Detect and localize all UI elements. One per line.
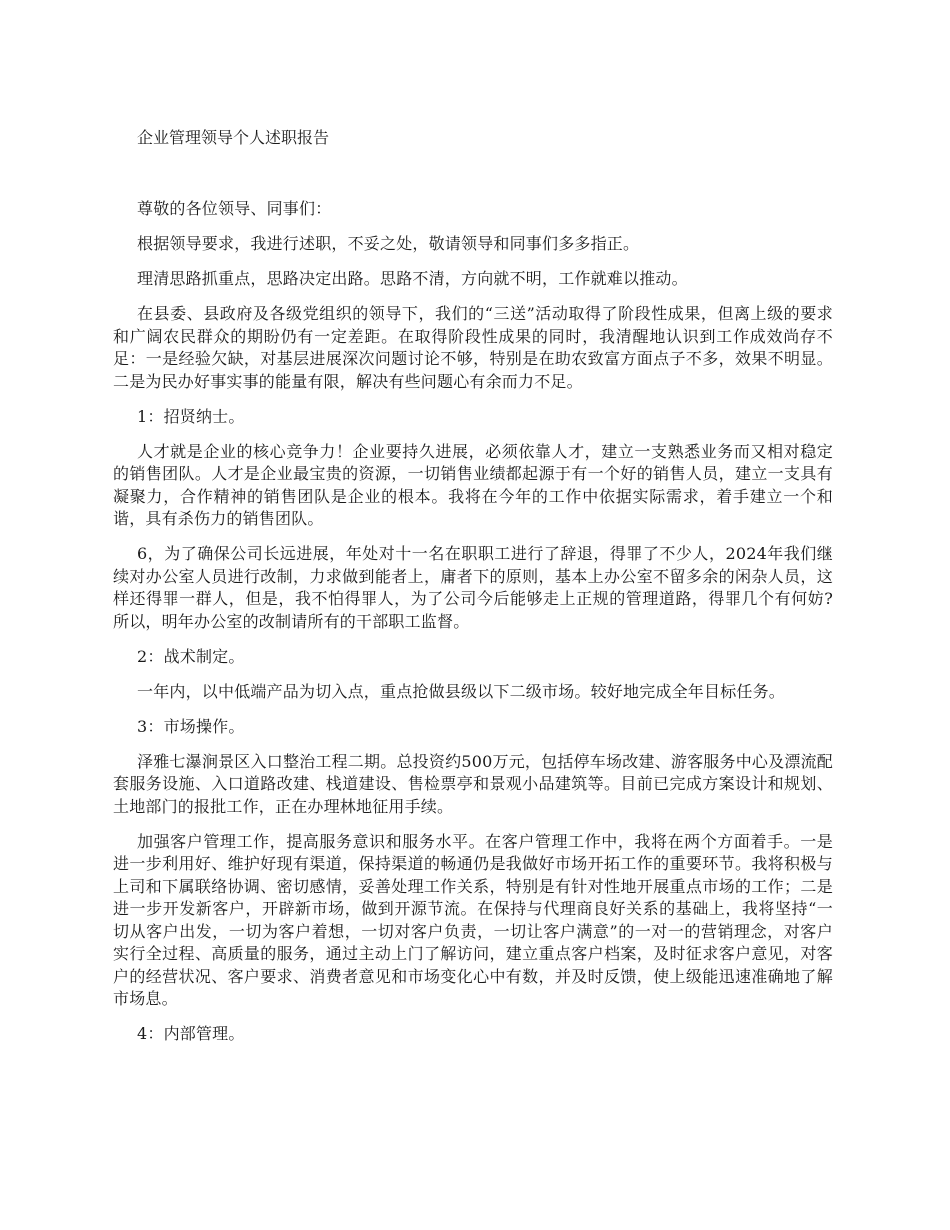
section-heading-3: 3：市场操作。 (137, 716, 245, 736)
paragraph-tactics: 一年内，以中低端产品为切入点，重点抢做县级以下二级市场。较好地完成全年目标任务。 (137, 681, 786, 701)
paragraph-achievements: 在县委、县政府及各级党组织的领导下，我们的“三送”活动取得了阶段性成果，但离上级的要求和广阔农民群众的期盼仍有一定差距。在取得阶段性成果的同时，我清醒地认识到工作成效尚存不足：一是经验欠缺，对基层进展深次问题讨论不够，特别是在助农致富方面点子不多，效果不明显。二是为民办好事实事的能量有限，解决有些问题心有余而力不足。 (113, 304, 833, 391)
section-heading-1: 1：招贤纳士。 (137, 406, 245, 426)
section-heading-4: 4：内部管理。 (137, 1024, 245, 1043)
document-title: 企业管理领导个人述职报告 (137, 128, 330, 147)
paragraph-customer-management: 加强客户管理工作，提高服务意识和服务水平。在客户管理工作中，我将在两个方面着手。一是进一步利用好、维护好现有渠道，保持渠道的畅通仍是我做好市场开拓工作的重要环节。我将积极与上司和下属联络协调、密切感情，妥善处理工作关系，特别是有针对性地开展重点市场的工作；二是进一步开发新客户，开辟新市场，做到开源节流。在保持与代理商良好关系的基础上，我将坚持“一切从客户出发，一切为客户着想，一切对客户负责，一切让客户满意”的一对一的营销理念，对客户实行全过程、高质量的服务，通过主动上门了解访问，建立重点客户档案，及时征求客户意见，对客户的经营状况、客户要求、消费者意见和市场变化心中有数，并及时反馈，使上级能迅速准确地了解市场息。 (113, 831, 833, 1008)
salutation: 尊敬的各位领导、同事们： (137, 199, 332, 218)
paragraph-intro: 根据领导要求，我进行述职，不妥之处，敬请领导和同事们多多指正。 (137, 234, 640, 253)
paragraph-talent: 人才就是企业的核心竞争力！企业要持久进展，必须依靠人才，建立一支熟悉业务而又相对稳定的销售团队。人才是企业最宝贵的资源，一切销售业绩都起源于有一个好的销售人员，建立一支具有凝聚力，合作精神的销售团队是企业的根本。我将在今年的工作中依据实际需求，着手建立一个和谐，具有杀伤力的销售团队。 (113, 441, 833, 528)
paragraph-approach: 理清思路抓重点，思路决定出路。思路不清，方向就不明，工作就难以推动。 (137, 269, 688, 288)
paragraph-reform: 6，为了确保公司长远进展，年处对十一名在职职工进行了辞退，得罪了不少人，2024年我们继续对办公室人员进行改制，力求做到能者上，庸者下的原则，基本上办公室不留多余的闲杂人员，这样还得罪一群人，但是，我不怕得罪人，为了公司今后能够走上正规的管理道路，得罪几个有何妨?所以，明年办公室的改制请所有的干部职工监督。 (113, 544, 833, 631)
paragraph-project: 泽雅七瀑涧景区入口整治工程二期。总投资约500万元，包括停车场改建、游客服务中心及漂流配套服务设施、入口道路改建、栈道建设、售检票亭和景观小品建筑等。目前已完成方案设计和规划、土地部门的报批工作，正在办理林地征用手续。 (113, 751, 833, 816)
document-body (113, 198, 833, 1058)
section-heading-2: 2：战术制定。 (137, 646, 245, 666)
